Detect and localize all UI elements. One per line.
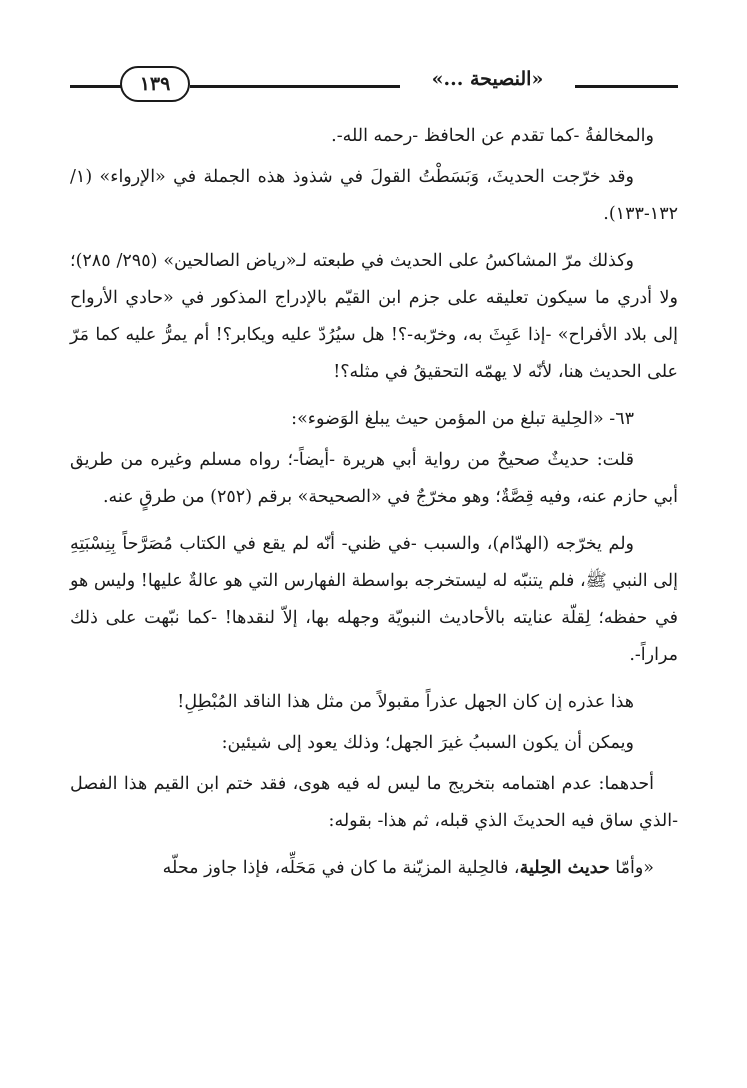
paragraph-9 (70, 850, 678, 887)
quote-rest: ، فالحِلية المزيّنة ما كان في مَحَلِّه، فإذا جاوز محلّه (162, 858, 520, 878)
running-title: «النصيحة ...» (431, 68, 544, 90)
paragraph-5: ولم يخرّجه (الهدّام)، والسبب -في ظني- أنّه لم يقع في الكتاب مُصَرَّحاً بِنِسْبَتِهِ إلى النبي ﷺ، فلم يتنبّه له ليستخرجه بواسطة الفهارس التي هو عالةٌ عليها! وليس هو في حفظه؛ لِقلّة عنايته بالأحاديث النبويّة وجهله بها، إلاّ لنقدها! -كما نبّهت على ذلك مراراً-. (70, 534, 678, 665)
paragraph-8: أحدهما: عدم اهتمامه بتخريج ما ليس له فيه هوى، فقد ختم ابن القيم هذا الفصل -الذي ساق فيه الحديثَ الذي قبله، ثم هذا- بقوله: (70, 774, 678, 831)
hadith-heading-63: ٦٣- «الحِلية تبلغ من المؤمن حيث يبلغ الوَضوء»: (291, 409, 634, 429)
paragraph-6: هذا عذره إن كان الجهل عذراً مقبولاً من مثل هذا الناقد المُبْطِلِ! (177, 692, 634, 712)
header-rule-right (575, 85, 678, 88)
body-text (70, 118, 678, 897)
page-header (70, 62, 678, 106)
paragraph-2: وقد خرّجت الحديثَ، وَبَسَطْتُ القولَ في شذوذ هذه الجملة في «الإرواء» (١/ ١٣٢-١٣٣). (70, 167, 678, 224)
header-rule-left (70, 85, 122, 88)
header-rule-middle (190, 85, 400, 88)
paragraph-4: قلت: حديثٌ صحيحٌ من رواية أبي هريرة -أيضاً-؛ رواه مسلم وغيره من طريق أبي حازم عنه، وفيه قِصَّةٌ؛ وهو مخرّجٌ في «الصحيحة» برقم (٢٥٢) من طرقٍ عنه. (70, 450, 678, 507)
paragraph-3: وكذلك مرّ المشاكسُ على الحديث في طبعته لـ«رياض الصالحين» (٢٩٥/ ٢٨٥)؛ ولا أدري ما سيكون تعليقه على جزم ابن القيّم بالإدراج المذكور في «حادي الأرواح إلى بلاد الأفراح» -إذا عَبِثَ به، وخرّبه-؟! هل سيُرُدّ عليه ويكابر؟! أم يمرُّ عليه كما مَرّ على الحديث هنا، لأنّه لا يهمّه التحقيقُ في مثله؟! (70, 251, 678, 382)
paragraph-7: ويمكن أن يكون السببُ غيرَ الجهل؛ وذلك يعود إلى شيئين: (221, 733, 634, 753)
quote-open: «وأمّا (609, 858, 654, 878)
paragraph-1: والمخالفةُ -كما تقدم عن الحافظ -رحمه الله-. (331, 126, 654, 146)
page-number: ١٣٩ (120, 66, 190, 102)
bold-phrase: حديث الحِلية (519, 858, 610, 878)
